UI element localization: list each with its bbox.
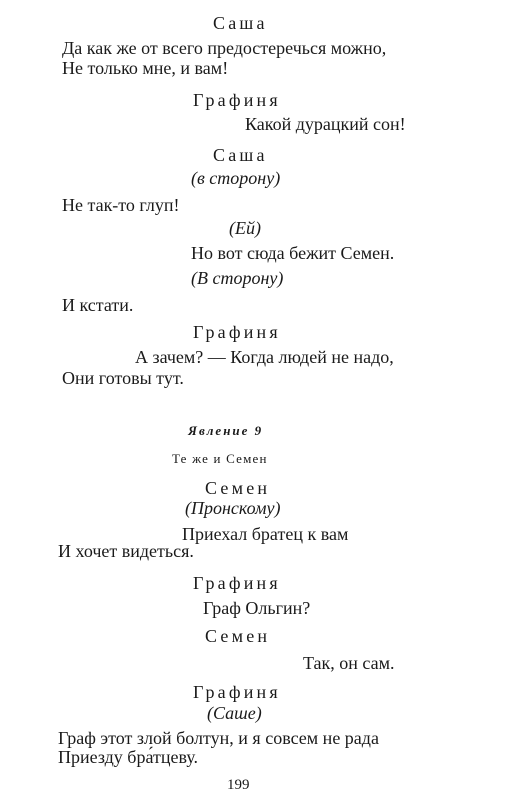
scene-heading: Явление 9 (188, 423, 264, 438)
verse-line: Они готовы тут. (62, 368, 184, 388)
verse-line: Да как же от всего предостеречься можно, (62, 38, 387, 58)
scene-cast: Те же и Семен (172, 451, 268, 466)
verse-line: Какой дурацкий сон! (245, 114, 406, 134)
speaker-countess: Графиня (193, 682, 281, 702)
verse-line: Граф Ольгин? (203, 598, 311, 618)
speaker-sasha: Саша (213, 145, 268, 165)
verse-line: И хочет видеться. (58, 541, 194, 561)
verse-line: Но вот сюда бежит Семен. (191, 243, 395, 263)
stage-direction: (Саше) (207, 703, 262, 723)
speaker-countess: Графиня (193, 90, 281, 110)
speaker-sasha: Саша (213, 13, 268, 33)
stage-direction: (Пронскому) (185, 498, 281, 518)
speaker-semen: Семен (205, 626, 271, 646)
stage-direction: (в сторону) (191, 168, 281, 188)
page-number: 199 (227, 777, 250, 793)
verse-line: Граф этот злой болтун, и я совсем не рада (58, 728, 379, 748)
speaker-countess: Графиня (193, 322, 281, 342)
speaker-semen: Семен (205, 478, 271, 498)
stage-direction: (Ей) (229, 218, 261, 238)
verse-line: Приезду бра́тцеву. (58, 747, 199, 767)
verse-line: Не так-то глуп! (62, 195, 180, 215)
verse-line: Приехал братец к вам (182, 524, 349, 544)
verse-line: Не только мне, и вам! (62, 58, 229, 78)
verse-line: А зачем? — Когда людей не надо, (135, 347, 394, 367)
verse-line: И кстати. (62, 295, 134, 315)
stage-direction: (В сторону) (191, 268, 284, 288)
verse-line: Так, он сам. (303, 653, 395, 673)
speaker-countess: Графиня (193, 573, 281, 593)
